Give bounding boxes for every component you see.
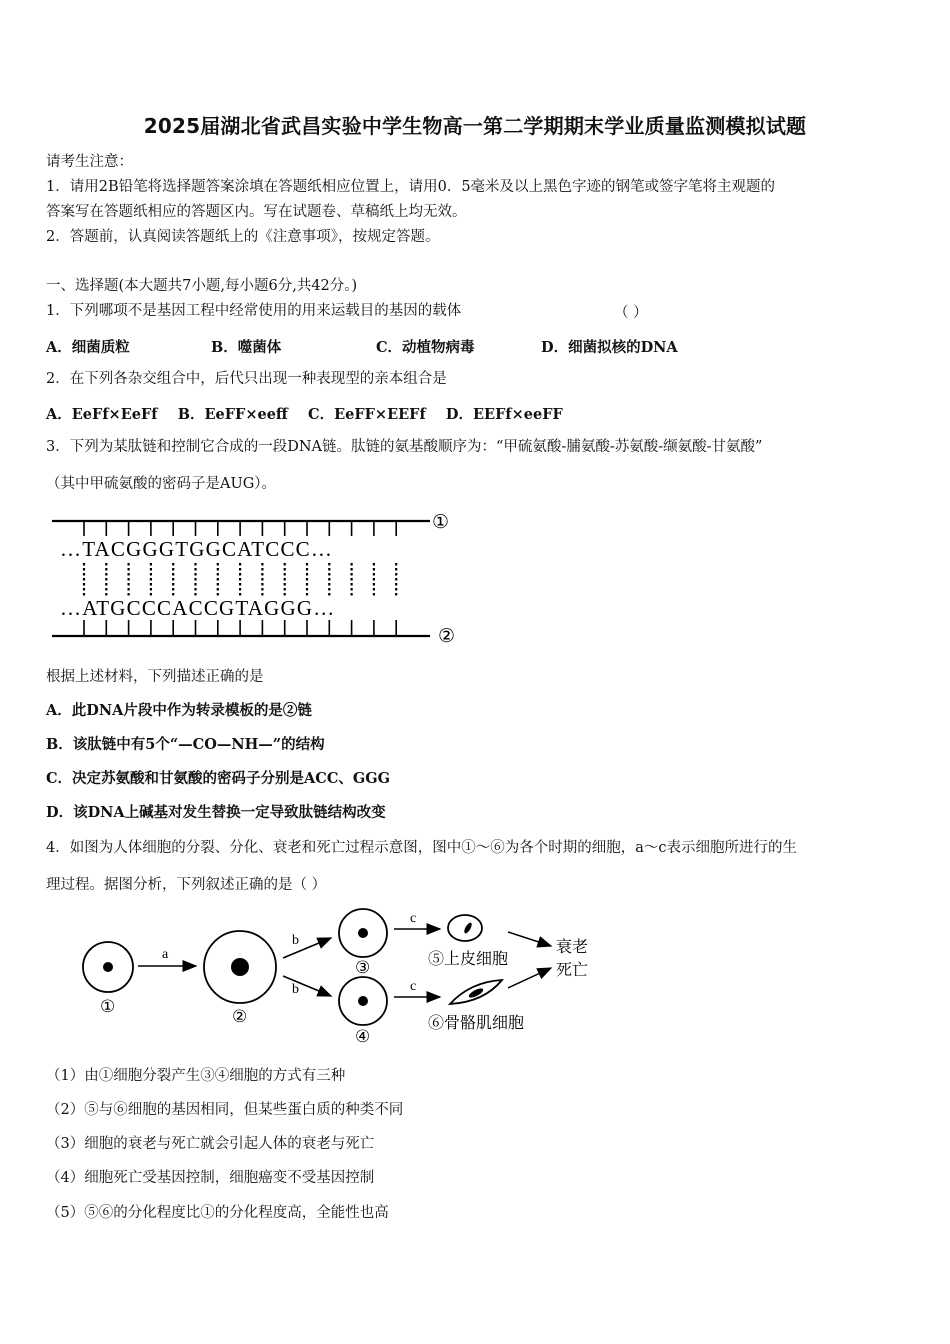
q4-statement-5: （5）⑤⑥的分化程度比①的分化程度高，全能性也高 xyxy=(46,1205,389,1221)
notice-item-1-line-2: 答案写在答题纸相应的答题区内。写在试题卷、草稿纸上均无效。 xyxy=(46,204,467,220)
cell-2-nucleus xyxy=(231,958,249,976)
notice-item-1-line-1: 1．请用2B铅笔将选择题答案涂填在答题纸相应位置上，请用0．5毫米及以上黑色字迹的钢笔或签字笔将主观题的 xyxy=(46,179,776,195)
strand-label-1: ① xyxy=(432,512,450,533)
arrow-c-upper-label: c xyxy=(410,911,417,926)
epithelial-cell xyxy=(448,915,482,941)
q1-option-c: C．动植物病毒 xyxy=(376,339,475,356)
q3-option-b: B．该肽链中有5个“—CO—NH—”的结构 xyxy=(46,736,325,753)
q1-stem: 1．下列哪项不是基因工程中经常使用的用来运载目的基因的载体 xyxy=(46,303,462,319)
arrow-senescence-lower xyxy=(508,968,551,988)
cell-1-label: ① xyxy=(100,997,116,1016)
cell-process-diagram xyxy=(78,900,608,1052)
notice-heading: 请考生注意： xyxy=(46,154,133,170)
q3-lead: 根据上述材料，下列描述正确的是 xyxy=(46,669,264,685)
hydrogen-bonds xyxy=(84,563,396,596)
section-heading: 一、选择题(本大题共7小题,每小题6分,共42分。) xyxy=(46,278,358,294)
q2-options: A．EeFf×EeFf B．EeFF×eeff C．EeFF×EEFf D．EEFf×eeFF xyxy=(46,406,563,423)
strand-label-2: ② xyxy=(438,626,456,647)
dna-diagram xyxy=(46,508,466,648)
cell-4-nucleus xyxy=(358,996,368,1006)
arrow-b-upper-label: b xyxy=(292,933,299,948)
dna-bottom-sequence: …ATGCCCACCGTAGGG… xyxy=(60,596,336,620)
cell-4-label: ④ xyxy=(355,1027,371,1046)
q4-stem-line-2: 理过程。据图分析，下列叙述正确的是（ ） xyxy=(46,877,327,893)
q3-stem-line-1: 3．下列为某肽链和控制它合成的一段DNA链。肽链的氨基酸顺序为：“甲硫氨酸-脯氨酸-苏氨酸-缬氨酸-甘氨酸” xyxy=(46,439,763,455)
q3-option-c: C．决定苏氨酸和甘氨酸的密码子分别是ACC、GGG xyxy=(46,770,391,787)
q4-statement-3: （3）细胞的衰老与死亡就会引起人体的衰老与死亡 xyxy=(46,1136,375,1152)
fate-line-2: 死亡 xyxy=(556,962,589,979)
q2-stem: 2．在下列各杂交组合中，后代只出现一种表现型的亲本组合是 xyxy=(46,371,447,387)
arrow-b-lower xyxy=(283,976,331,996)
exam-title: 2025届湖北省武昌实验中学生物高一第二学期期末学业质量监测模拟试题 xyxy=(143,114,807,138)
cell-6-label: ⑥骨骼肌细胞 xyxy=(428,1015,525,1032)
notice-item-2: 2．答题前，认真阅读答题纸上的《注意事项》，按规定答题。 xyxy=(46,229,440,245)
cell-2-label: ② xyxy=(232,1007,248,1026)
fate-line-1: 衰老 xyxy=(556,939,589,956)
epithelial-nucleus xyxy=(463,922,473,935)
arrow-senescence-upper xyxy=(508,932,551,946)
arrow-b-upper xyxy=(283,938,331,958)
cell-3-label: ③ xyxy=(355,958,371,977)
q4-stem-line-1: 4．如图为人体细胞的分裂、分化、衰老和死亡过程示意图，图中①～⑥为各个时期的细胞，a～c表示细胞所进行的生 xyxy=(46,840,797,856)
cell-3-nucleus xyxy=(358,928,368,938)
arrow-a-label: a xyxy=(162,947,169,962)
arrow-c-lower-label: c xyxy=(410,979,417,994)
q4-statement-2: （2）⑤与⑥细胞的基因相同，但某些蛋白质的种类不同 xyxy=(46,1102,404,1118)
q3-option-a: A．此DNA片段中作为转录模板的是②链 xyxy=(46,702,312,719)
cell-5-label: ⑤上皮细胞 xyxy=(428,951,509,968)
q4-statement-1: （1）由①细胞分裂产生③④细胞的方式有三种 xyxy=(46,1068,346,1084)
q1-option-d: D．细菌拟核的DNA xyxy=(541,339,678,356)
q3-option-d: D．该DNA上碱基对发生替换一定导致肽链结构改变 xyxy=(46,804,386,821)
arrow-b-lower-label: b xyxy=(292,982,299,997)
q4-statement-4: （4）细胞死亡受基因控制，细胞癌变不受基因控制 xyxy=(46,1170,375,1186)
dna-top-sequence: …TACGGGTGGCATCCC… xyxy=(60,537,334,561)
q3-stem-line-2: （其中甲硫氨酸的密码子是AUG）。 xyxy=(46,476,277,492)
q1-option-a: A．细菌质粒 xyxy=(46,339,130,356)
q1-answer-paren: （ ） xyxy=(614,305,648,321)
q1-option-b: B．噬菌体 xyxy=(211,339,282,356)
cell-1-nucleus xyxy=(103,962,113,972)
